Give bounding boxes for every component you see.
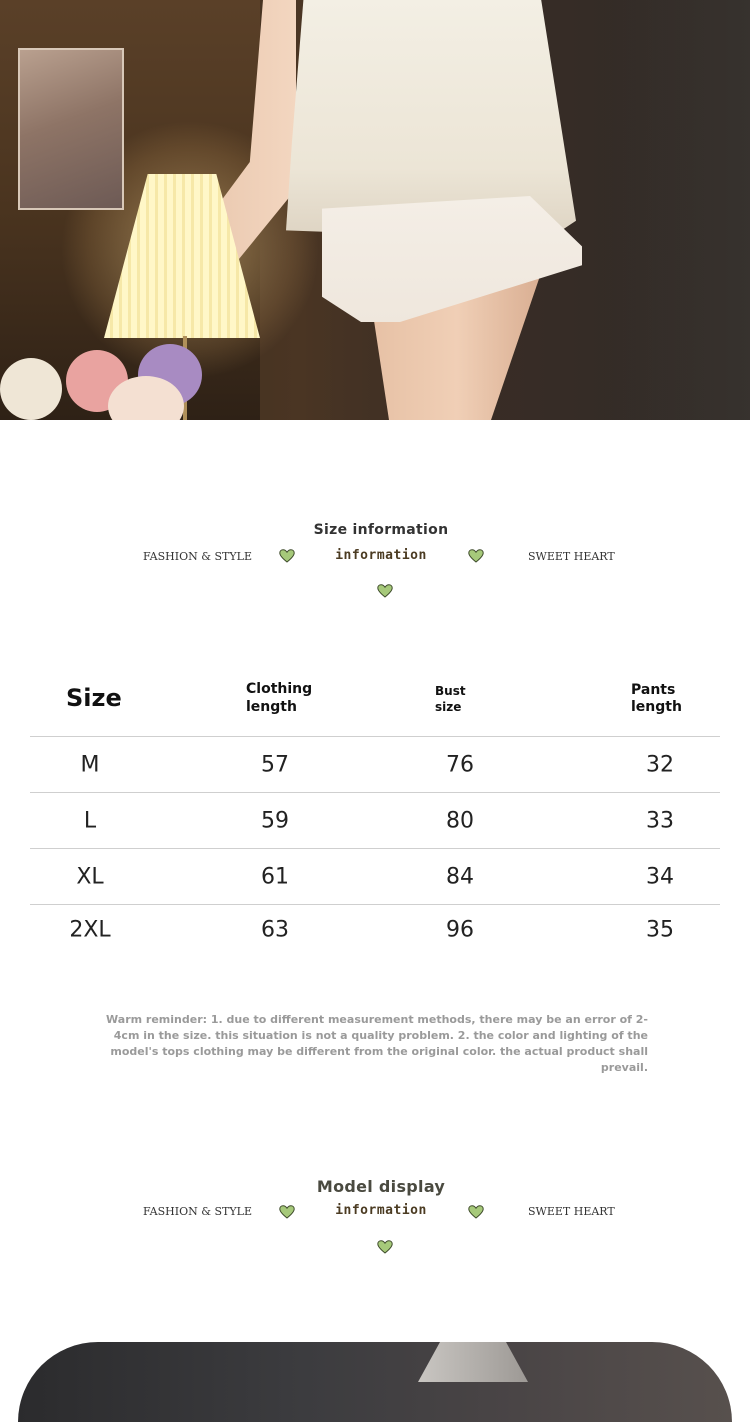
cell-pants-length: 35 — [646, 917, 674, 943]
table-row — [30, 849, 720, 905]
cell-clothing-length: 61 — [261, 864, 289, 889]
model-shorts — [322, 196, 582, 322]
product-photo-top — [0, 0, 750, 420]
table-row — [30, 905, 720, 955]
cell-pants-length: 34 — [646, 864, 674, 889]
size-info-title: Size information — [313, 522, 449, 538]
header-pants-line1: Pants — [631, 682, 676, 698]
model-display-title: Model display — [316, 1177, 446, 1196]
cell-size: 2XL — [69, 917, 111, 943]
flower-bouquet — [0, 340, 210, 420]
cell-bust-size: 84 — [446, 864, 474, 889]
header-pants-line2: length — [631, 699, 682, 715]
model-display-header — [0, 1177, 750, 1267]
table-row — [30, 737, 720, 793]
information-subtitle: information — [335, 548, 427, 563]
header-clothing-line2: length — [246, 699, 297, 715]
header-bust-size — [435, 683, 485, 715]
photo-shadow — [600, 0, 750, 420]
cell-clothing-length: 63 — [261, 917, 289, 943]
table-row — [30, 793, 720, 849]
cell-size: L — [83, 808, 97, 833]
cell-size: XL — [76, 864, 104, 889]
sweet-heart-tag: SWEET HEART — [528, 1205, 615, 1218]
heart-icon — [468, 548, 484, 562]
header-clothing-length — [246, 680, 336, 716]
warm-reminder: Warm reminder: 1. due to different measurement methods, there may be an error of 2-4cm in the size. this situation is not a quality problem. 2. the color and lighting of the model's tops clothing may be different from the original color. the actual product shall prevail. — [106, 1013, 648, 1074]
cell-clothing-length: 59 — [261, 808, 289, 833]
model-photo-bottom — [18, 1342, 732, 1422]
header-bust-line2: size — [435, 700, 462, 714]
header-size: Size — [66, 684, 122, 712]
heart-icon — [377, 583, 393, 597]
cell-size: M — [80, 752, 100, 777]
header-pants-length — [631, 682, 701, 716]
cell-clothing-length: 57 — [261, 752, 289, 777]
fashion-style-tag: FASHION & STYLE — [143, 1205, 252, 1218]
cell-pants-length: 33 — [646, 808, 674, 833]
cell-pants-length: 32 — [646, 752, 674, 777]
wall-poster — [18, 48, 124, 210]
cell-bust-size: 76 — [446, 752, 474, 777]
heart-icon — [468, 1204, 484, 1218]
table-header — [30, 670, 720, 737]
size-table — [30, 670, 720, 955]
heart-icon — [377, 1239, 393, 1253]
information-subtitle: information — [335, 1203, 427, 1218]
cell-bust-size: 96 — [446, 917, 474, 943]
shoe-strap — [418, 1342, 528, 1382]
sweet-heart-tag: SWEET HEART — [528, 550, 615, 563]
flower — [0, 358, 62, 420]
size-info-header — [0, 522, 750, 612]
cell-bust-size: 80 — [446, 808, 474, 833]
header-bust-line1: Bust — [435, 684, 466, 698]
header-clothing-line1: Clothing — [246, 681, 313, 697]
fashion-style-tag: FASHION & STYLE — [143, 550, 252, 563]
